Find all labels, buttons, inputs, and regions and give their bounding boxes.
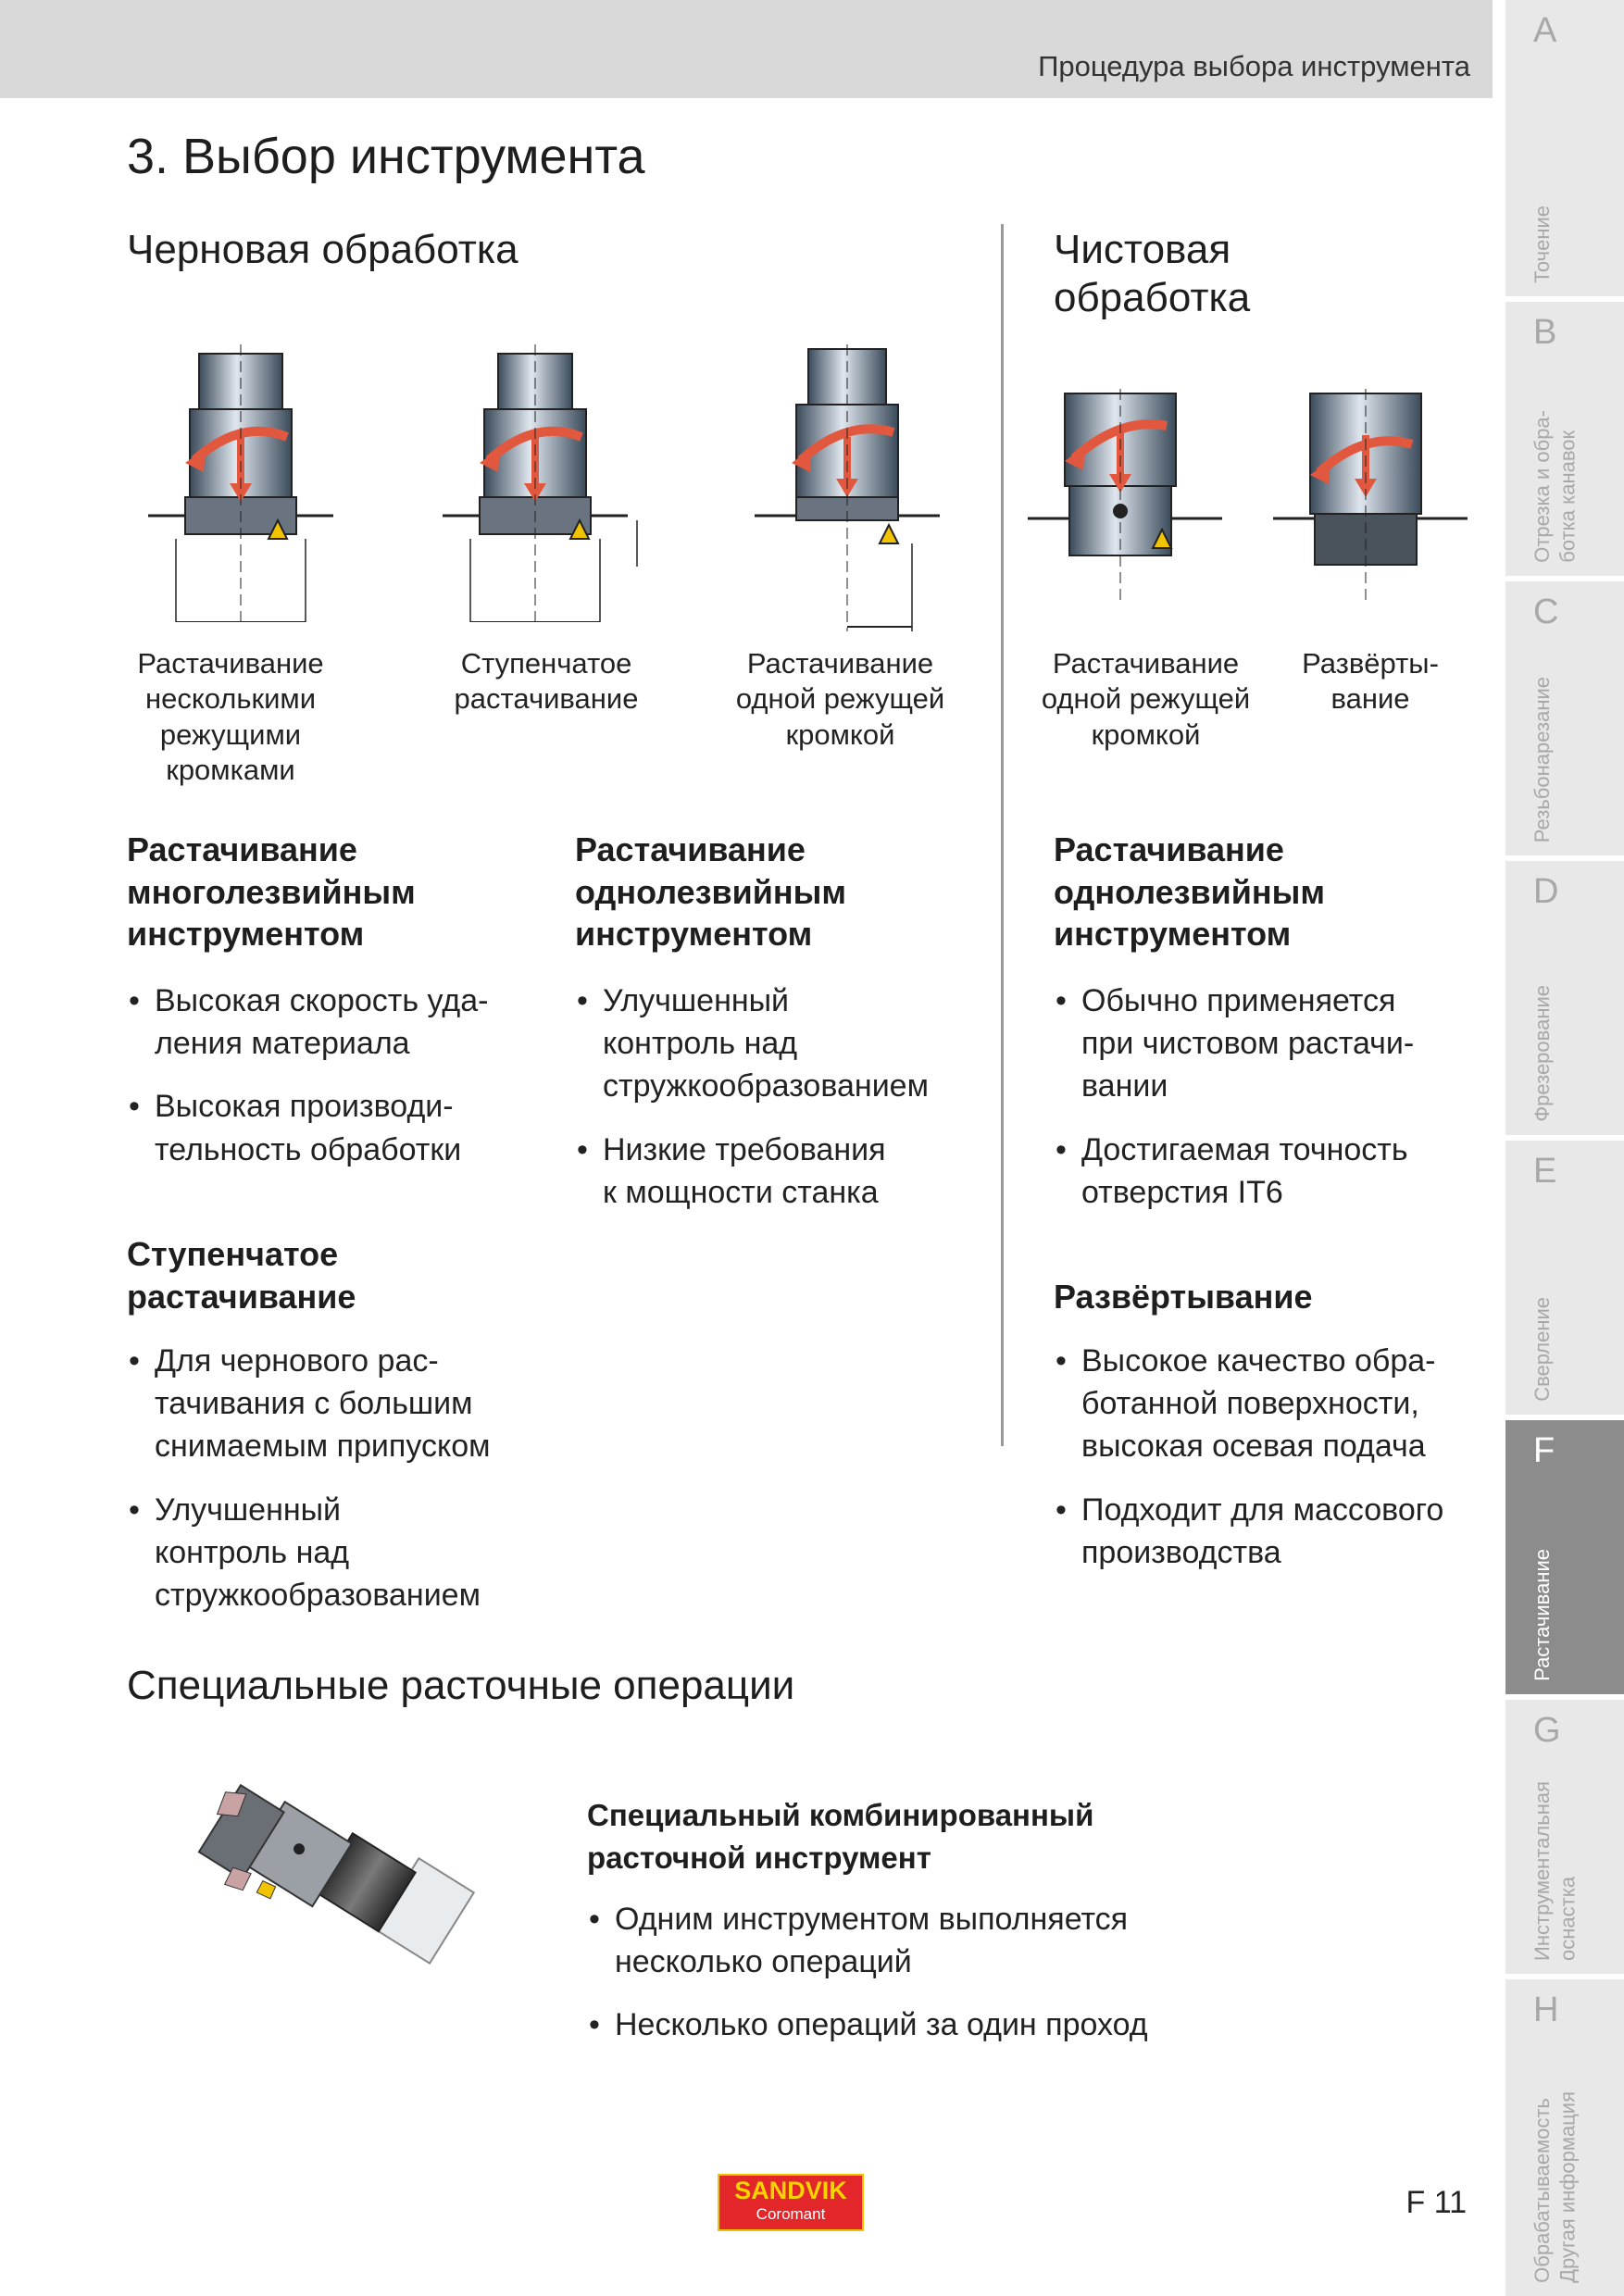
step-boring-illustration	[443, 344, 646, 622]
tab-label: Растачивание	[1530, 1549, 1554, 1681]
page-title: 3. Выбор инструмента	[127, 129, 645, 184]
tab-letter: D	[1533, 872, 1559, 911]
roughing-heading: Черновая обработка	[127, 227, 518, 272]
special-subheading: Специальный комбинированный расточной инструмент	[587, 1798, 1094, 1876]
tab-f-boring[interactable]	[1505, 1420, 1624, 1694]
multi-edge-heading: Растачивание многолезвийным инструментом	[127, 830, 416, 954]
list-item: • Обычно применяется при чистовом растачи- вании	[1054, 980, 1480, 1108]
column-divider	[1001, 224, 1004, 1446]
tab-g-tooling[interactable]	[1505, 1700, 1624, 1974]
step-boring-bullets	[127, 1340, 553, 1637]
tab-e-drilling[interactable]	[1505, 1141, 1624, 1415]
tab-label: Инструментальная оснастка	[1530, 1781, 1580, 1961]
caption-reaming: Развёрты- вание	[1302, 647, 1439, 716]
tab-letter: H	[1533, 1990, 1559, 2029]
caption-single-edge-rough: Растачивание одной режущей кромкой	[735, 647, 945, 751]
tab-label: Отрезка и обра- ботка канавок	[1530, 410, 1580, 563]
list-item: • Улучшенный контроль над стружкообразованием	[575, 980, 982, 1108]
list-item: • Высокая скорость уда- ления материала	[127, 980, 534, 1065]
tab-label: Резьбонарезание	[1530, 676, 1554, 842]
tab-label: Фрезерование	[1530, 985, 1554, 1122]
tab-letter: E	[1533, 1152, 1557, 1191]
list-item: • Высокая производи- тельность обработки	[127, 1085, 534, 1170]
caption-multi-edge: Растачивание несколькими режущими кромками	[137, 647, 324, 787]
finishing-heading: Чистовая обработка	[1054, 227, 1251, 320]
special-bullets	[587, 1898, 1254, 2067]
list-item: • Несколько операций за один проход	[587, 2003, 1254, 2046]
reaming-illustration	[1273, 389, 1468, 602]
caption-step: Ступенчатое растачивание	[454, 647, 639, 716]
multi-edge-bullets	[127, 980, 534, 1192]
step-boring-heading: Ступенчатое растачивание	[127, 1235, 356, 1316]
reaming-heading: Развёртывание	[1054, 1278, 1313, 1316]
tab-label: Обрабатываемость Другая информация	[1530, 2091, 1580, 2283]
single-edge-boring-illustration	[755, 344, 940, 631]
tab-c-threading[interactable]	[1505, 581, 1624, 855]
finish-single-edge-illustration	[1028, 389, 1222, 602]
tab-letter: C	[1533, 593, 1559, 631]
list-item: • Низкие требования к мощности станка	[575, 1129, 982, 1214]
special-heading: Специальные расточные операции	[127, 1663, 795, 1708]
list-item: • Высокое качество обра- ботанной поверхности, высокая осевая подача	[1054, 1340, 1480, 1468]
header-bar	[0, 0, 1493, 98]
single-edge-finish-bullets	[1054, 980, 1480, 1234]
tab-a-turning[interactable]	[1505, 0, 1624, 296]
multi-edge-boring-illustration	[148, 344, 333, 622]
combined-boring-tool-image	[171, 1773, 523, 2051]
tab-letter: A	[1533, 11, 1557, 50]
single-edge-rough-heading: Растачивание однолезвийным инструментом	[575, 830, 847, 954]
list-item: • Улучшенный контроль над стружкообразованием	[127, 1489, 553, 1617]
logo-line2: Coromant	[756, 2205, 826, 2223]
section-title: Процедура выбора инструмента	[1038, 50, 1470, 82]
tab-letter: B	[1533, 313, 1557, 352]
tab-letter: G	[1533, 1711, 1561, 1750]
list-item: • Одним инструментом выполняется несколько операций	[587, 1898, 1254, 1983]
tab-label: Точение	[1530, 206, 1554, 283]
list-item: • Для чернового рас- тачивания с большим снимаемым припуском	[127, 1340, 553, 1468]
logo-line1: SANDVIK	[734, 2177, 847, 2204]
tab-h-materials[interactable]	[1505, 1979, 1624, 2296]
single-edge-finish-heading: Растачивание однолезвийным инструментом	[1054, 830, 1326, 954]
tab-d-milling[interactable]	[1505, 861, 1624, 1135]
reaming-bullets	[1054, 1340, 1480, 1594]
page-number: F 11	[1405, 2185, 1467, 2220]
sandvik-coromant-logo	[718, 2174, 864, 2231]
tab-label: Сверление	[1530, 1297, 1554, 1402]
tab-b-parting[interactable]	[1505, 302, 1624, 576]
list-item: • Подходит для массового производства	[1054, 1489, 1480, 1574]
caption-single-edge-finish: Растачивание одной режущей кромкой	[1041, 647, 1251, 751]
tab-letter: F	[1533, 1431, 1555, 1470]
list-item: • Достигаемая точность отверстия IT6	[1054, 1129, 1480, 1214]
single-edge-rough-bullets	[575, 980, 982, 1234]
